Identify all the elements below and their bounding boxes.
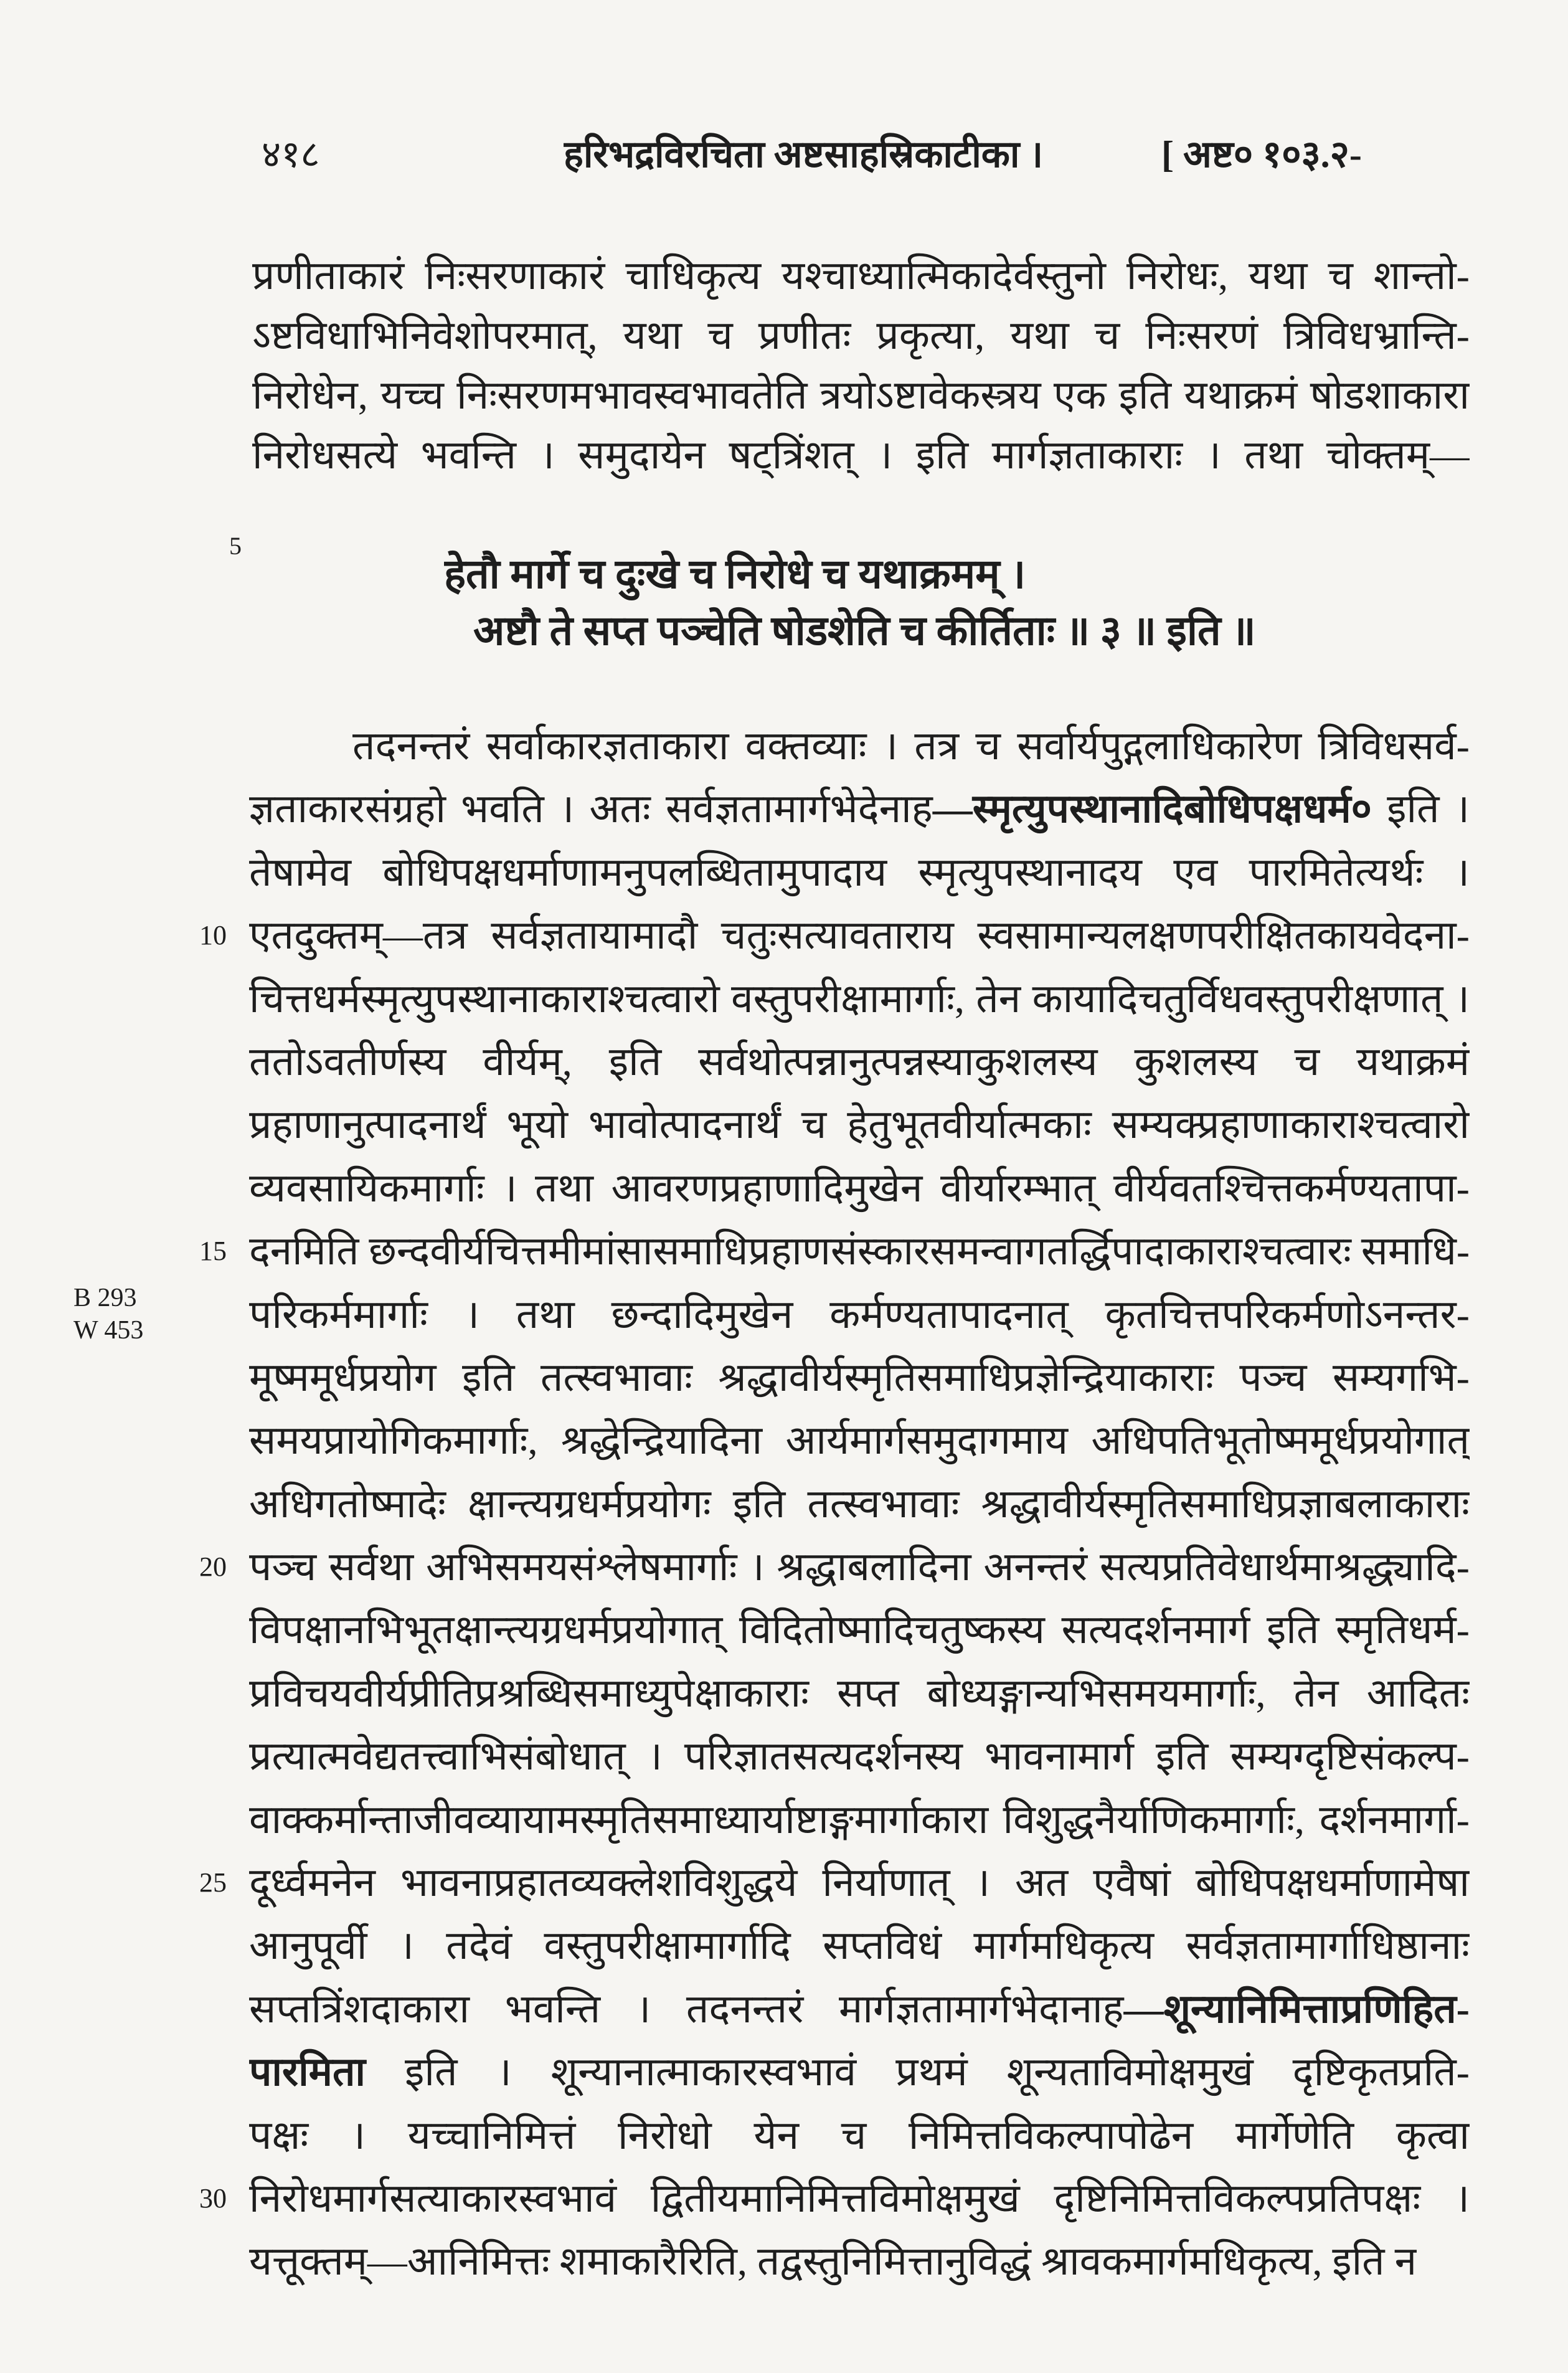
verse-line (444, 546, 1160, 603)
line-number: 15 (199, 1236, 227, 1267)
page-number: ४१८ (262, 134, 320, 175)
line-text: ज्ञताकारसंग्रहो भवति । अतः सर्वज्ञतामार्गभेदेनाह (249, 787, 933, 831)
line-text: पक्षः । यच्चानिमित्तं निरोधो येन च निमित्तविकल्पापोढेन मार्गेणेति कृत्वा (249, 2113, 1470, 2157)
text-line (249, 2040, 1470, 2103)
line-text: एतदुक्तम्—तत्र सर्वज्ञतायामादौ चतुःसत्यावताराय स्वसामान्यलक्षणपरीक्षितकायवेदना- (249, 913, 1470, 958)
margin-reference-w: W 453 (73, 1316, 144, 1345)
line-text: व्यवसायिकमार्गाः । तथा आवरणप्रहाणादिमुखेन वीर्यारम्भात् वीर्यवतश्चित्तकर्मण्यतापा- (249, 1165, 1470, 1210)
text-line (249, 1598, 1470, 1661)
emphasis-text: —स्मृत्युपस्थानादिबोधिपक्षधर्म० (932, 787, 1372, 831)
line-text: समयप्रायोगिकमार्गाः, श्रद्धेन्द्रियादिना आर्यमार्गसमुदागमाय अधिपतिभूतोष्ममूर्धप्रयोगात् (249, 1418, 1470, 1463)
section-reference: [ अष्ट० १०३.२- (1161, 134, 1362, 175)
text-line (249, 1788, 1470, 1851)
line-text: परिकर्ममार्गाः । तथा छन्दादिमुखेन कर्मण्यतापादनात् कृतचित्तपरिकर्मणोऽनन्तर- (249, 1292, 1470, 1337)
text-line (249, 1914, 1470, 1977)
text-line (249, 1093, 1470, 1156)
line-text: तदनन्तरं सर्वाकारज्ञताकारा वक्तव्याः । तत्र च सर्वार्यपुद्गलाधिकारेण त्रिविधसर्व- (352, 724, 1470, 768)
emphasis-text: —शून्यानिमित्ताप्रणिहित- (1123, 1986, 1470, 2031)
verse-text: हेतौ मार्गे च दुःखे च निरोधे च यथाक्रमम् । (444, 552, 1026, 597)
text-line: निरोधेन, यच्च निःसरणमभावस्वभावतेति त्रयोऽष्टावेकस्त्रय एक इति यथाक्रमं षोडशाकारा (252, 373, 1470, 417)
line-text: प्रत्यात्मवेद्यतत्त्वाभिसंबोधात् । परिज्ञातसत्यदर्शनस्य भावनामार्ग इति सम्यग्दृष्टिसंकल्प- (249, 1734, 1470, 1779)
text-line (249, 1978, 1470, 2040)
line-text: पञ्च सर्वथा अभिसमयसंश्लेषमार्गाः । श्रद्धाबलादिना अनन्तरं सत्यप्रतिवेधार्थमाश्रद्ध्यादि- (249, 1545, 1470, 1589)
text-line (249, 2104, 1470, 2167)
text-line (249, 967, 1470, 1030)
line-number: 5 (229, 532, 242, 560)
line-number: 10 (199, 920, 227, 951)
text-line (249, 904, 1470, 967)
text-line: प्रणीताकारं निःसरणाकारं चाधिकृत्य यश्चाध्यात्मिकादेर्वस्तुनो निरोधः, यथा च शान्तो- (252, 253, 1470, 298)
line-number: 25 (199, 1867, 227, 1898)
text-line: निरोधसत्ये भवन्ति । समुदायेन षट्त्रिंशत् । इति मार्गज्ञताकाराः । तथा चोक्तम्— (252, 433, 1470, 477)
emphasis-text: पारमिता (249, 2050, 366, 2095)
text-line (249, 2167, 1470, 2230)
text-line (249, 1409, 1470, 1472)
line-text: निरोधमार्गसत्याकारस्वभावं द्वितीयमानिमित्तविमोक्षमुखं दृष्टिनिमित्तविकल्पप्रतिपक्षः । (249, 2176, 1470, 2220)
text-line (249, 1030, 1470, 1093)
line-text: प्रविचयवीर्यप्रीतिप्रश्रब्धिसमाध्युपेक्षाकाराः सप्त बोध्यङ्गान्यभिसमयमार्गाः, तेन आदितः (249, 1670, 1470, 1715)
text-line (249, 1851, 1470, 1914)
line-text: विपक्षानभिभूतक्षान्त्यग्रधर्मप्रयोगात् विदितोष्मादिचतुष्कस्य सत्यदर्शनमार्ग इति स्मृतिधर्म- (249, 1608, 1470, 1652)
text-line (249, 1535, 1470, 1598)
line-text: मूष्ममूर्धप्रयोग इति तत्स्वभावाः श्रद्धावीर्यस्मृतिसमाधिप्रज्ञेन्द्रियाकाराः पञ्च सम्यगभि- (249, 1355, 1470, 1400)
paragraph-2 (199, 714, 1470, 2293)
running-title: हरिभद्रविरचिता अष्टसाहस्रिकाटीका । (564, 134, 1044, 175)
line-text: आनुपूर्वी । तदेवं वस्तुपरीक्षामार्गादि सप्तविधं मार्गमधिकृत्य सर्वज्ञतामार्गाधिष्ठानाः (249, 1923, 1470, 1968)
margin-reference-b: B 293 (73, 1284, 137, 1312)
verse-line (473, 603, 1345, 660)
text-line (249, 1662, 1470, 1725)
text-line (249, 1283, 1470, 1346)
line-text: प्रहाणानुत्पादनार्थं भूयो भावोत्पादनार्थं च हेतुभूतवीर्यात्मकाः सम्यक्प्रहाणाकाराश्चत्वारो (249, 1102, 1470, 1147)
verse-number-marker: ॥ ३ ॥ इति ॥ (1055, 609, 1256, 654)
line-text: सप्तत्रिंशदाकारा भवन्ति । तदनन्तरं मार्गज्ञतामार्गभेदानाह (249, 1986, 1124, 2031)
text-line (249, 2230, 1417, 2293)
text-line (249, 777, 1470, 840)
line-text: तेषामेव बोधिपक्षधर्माणामनुपलब्धितामुपादाय स्मृत्युपस्थानादय एव पारमितेत्यर्थः । (249, 850, 1470, 894)
line-text: इति । शून्यानात्माकारस्वभावं प्रथमं शून्यताविमोक्षमुखं दृष्टिकृतप्रति- (366, 2050, 1470, 2095)
line-text: ततोऽवतीर्णस्य वीर्यम्, इति सर्वथोत्पन्नानुत्पन्नस्याकुशलस्य कुशलस्य च यथाक्रमं (249, 1039, 1470, 1084)
text-line (249, 1346, 1470, 1409)
verse-text: अष्टौ ते सप्त पञ्चेति षोडशेति च कीर्तिताः (473, 609, 1056, 654)
line-number: 20 (199, 1551, 227, 1583)
text-line (249, 1472, 1470, 1535)
text-line (249, 1725, 1470, 1788)
line-text: यत्तूक्तम्—आनिमित्तः शमाकारैरिति, तद्वस्तुनिमित्तानुविद्धं श्रावकमार्गमधिकृत्य, इति न (249, 2239, 1417, 2284)
text-line (352, 714, 1470, 777)
line-text: चित्तधर्मस्मृत्युपस्थानाकाराश्चत्वारो वस्तुपरीक्षामार्गाः, तेन कायादिचतुर्विधवस्तुपरीक्षणात् । (249, 976, 1470, 1021)
line-text: इति । (1371, 787, 1470, 831)
line-text: अधिगतोष्मादेः क्षान्त्यग्रधर्मप्रयोगः इति तत्स्वभावाः श्रद्धावीर्यस्मृतिसमाधिप्रज्ञाबलाकाराः (249, 1481, 1470, 1526)
line-text: वाक्कर्मान्ताजीवव्यायामस्मृतिसमाध्यार्याष्टाङ्गमार्गाकारा विशुद्धनैर्याणिकमार्गाः, दर्शनमार्गा- (249, 1797, 1470, 1842)
line-number: 30 (199, 2182, 227, 2214)
text-line (249, 1157, 1470, 1220)
line-text: दूर्ध्वमनेन भावनाप्रहातव्यक्लेशविशुद्धये निर्याणात् । अत एवैषां बोधिपक्षधर्माणामेषा (249, 1860, 1470, 1905)
paragraph-1 (252, 246, 1470, 485)
text-line (249, 841, 1470, 904)
text-line: ऽष्टविधाभिनिवेशोपरमात्, यथा च प्रणीतः प्रकृत्या, यथा च निःसरणं त्रिविधभ्रान्ति- (252, 313, 1470, 358)
verse (0, 532, 1568, 660)
text-line (249, 1220, 1470, 1282)
line-text: दनमिति छन्दवीर्यचित्तमीमांसासमाधिप्रहाणसंस्कारसमन्वागतर्द्धिपादाकाराश्चत्वारः समाधि- (249, 1229, 1470, 1274)
